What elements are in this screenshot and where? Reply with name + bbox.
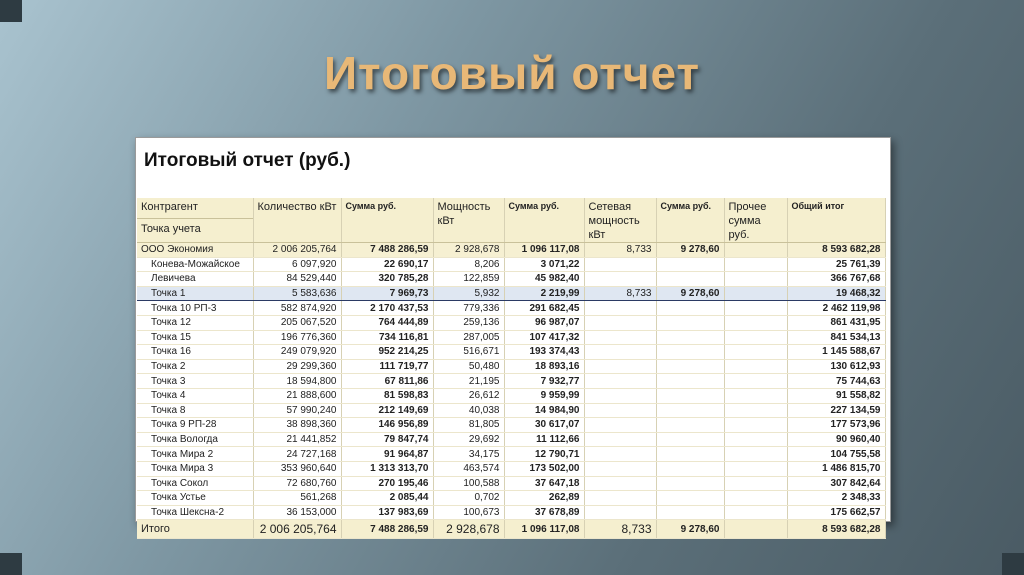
- cell-s3: [656, 359, 724, 374]
- cell-kol: 582 874,920: [253, 301, 341, 316]
- cell-set: [584, 461, 656, 476]
- cell-mosh: 81,805: [433, 418, 504, 433]
- cell-pr: [724, 330, 787, 345]
- cell-name: Точка 3: [137, 374, 253, 389]
- cell-itog: 307 842,64: [787, 476, 885, 491]
- cell-set: [584, 315, 656, 330]
- cell-pr: [724, 432, 787, 447]
- cell-itog: 861 431,95: [787, 315, 885, 330]
- cell-s1: 764 444,89: [341, 315, 433, 330]
- cell-set: [584, 345, 656, 360]
- cell-name: Левичева: [137, 272, 253, 287]
- table-row[interactable]: [137, 461, 885, 476]
- cell-s3: [656, 505, 724, 520]
- cell-s3: [656, 272, 724, 287]
- cell-itog: 175 662,57: [787, 505, 885, 520]
- cell-kol: 6 097,920: [253, 257, 341, 272]
- header-summa-1[interactable]: Сумма руб.: [341, 198, 433, 243]
- cell-s3: [656, 315, 724, 330]
- cell-pr: [724, 272, 787, 287]
- cell-set: [584, 447, 656, 462]
- cell-s1: 1 313 313,70: [341, 461, 433, 476]
- table-row[interactable]: [137, 447, 885, 462]
- cell-s1: 22 690,17: [341, 257, 433, 272]
- table-row[interactable]: [137, 359, 885, 374]
- table-row[interactable]: [137, 272, 885, 287]
- total-s2: 1 096 117,08: [504, 520, 584, 539]
- cell-pr: [724, 315, 787, 330]
- cell-set: [584, 272, 656, 287]
- cell-name: Точка Мира 3: [137, 461, 253, 476]
- total-itog: 8 593 682,28: [787, 520, 885, 539]
- cell-s3: [656, 403, 724, 418]
- report-body: [137, 243, 885, 520]
- cell-kol: 24 727,168: [253, 447, 341, 462]
- cell-name: Точка Сокол: [137, 476, 253, 491]
- cell-itog: 1 486 815,70: [787, 461, 885, 476]
- table-row[interactable]: [137, 374, 885, 389]
- cell-set: [584, 330, 656, 345]
- cell-mosh: 8,206: [433, 257, 504, 272]
- header-setevaya[interactable]: Сетевая мощность кВт: [584, 198, 656, 243]
- cell-pr: [724, 418, 787, 433]
- cell-itog: 2 462 119,98: [787, 301, 885, 316]
- cell-s1: 67 811,86: [341, 374, 433, 389]
- cell-set: [584, 257, 656, 272]
- cell-s3: [656, 301, 724, 316]
- cell-set: [584, 476, 656, 491]
- cell-set: [584, 301, 656, 316]
- corner-decoration: [0, 553, 22, 575]
- cell-itog: 75 744,63: [787, 374, 885, 389]
- cell-s2: 45 982,40: [504, 272, 584, 287]
- cell-mosh: 50,480: [433, 359, 504, 374]
- cell-s1: 137 983,69: [341, 505, 433, 520]
- table-row[interactable]: [137, 476, 885, 491]
- cell-s2: 37 647,18: [504, 476, 584, 491]
- cell-name: Точка 10 РП-3: [137, 301, 253, 316]
- cell-s1: 111 719,77: [341, 359, 433, 374]
- cell-kol: 18 594,800: [253, 374, 341, 389]
- cell-set: 8,733: [584, 243, 656, 258]
- cell-set: [584, 374, 656, 389]
- cell-mosh: 21,195: [433, 374, 504, 389]
- cell-itog: 90 960,40: [787, 432, 885, 447]
- table-row[interactable]: [137, 491, 885, 506]
- total-row[interactable]: [137, 520, 885, 539]
- table-row[interactable]: [137, 315, 885, 330]
- cell-pr: [724, 345, 787, 360]
- cell-name: Точка Шексна-2: [137, 505, 253, 520]
- cell-name: Точка 15: [137, 330, 253, 345]
- cell-s1: 952 214,25: [341, 345, 433, 360]
- cell-s1: 734 116,81: [341, 330, 433, 345]
- cell-s2: 37 678,89: [504, 505, 584, 520]
- cell-pr: [724, 374, 787, 389]
- cell-mosh: 516,671: [433, 345, 504, 360]
- cell-s3: [656, 374, 724, 389]
- cell-mosh: 100,673: [433, 505, 504, 520]
- header-kolichestvo[interactable]: Количество кВт: [253, 198, 341, 243]
- header-tochka-label: Точка учета: [137, 218, 253, 236]
- cell-mosh: 34,175: [433, 447, 504, 462]
- cell-set: [584, 432, 656, 447]
- cell-s2: 18 893,16: [504, 359, 584, 374]
- report-table-wrapper: [137, 198, 885, 539]
- cell-s2: 96 987,07: [504, 315, 584, 330]
- table-row[interactable]: [137, 330, 885, 345]
- cell-s3: [656, 461, 724, 476]
- cell-s2: 193 374,43: [504, 345, 584, 360]
- cell-s3: 9 278,60: [656, 286, 724, 301]
- total-mosh: 2 928,678: [433, 520, 504, 539]
- header-row: [137, 198, 885, 243]
- report-sheet: [135, 137, 891, 536]
- cell-pr: [724, 447, 787, 462]
- cell-s2: 12 790,71: [504, 447, 584, 462]
- cell-name: Конева-Можайское: [137, 257, 253, 272]
- cell-kol: 196 776,360: [253, 330, 341, 345]
- slide-title: Итоговый отчет: [323, 47, 701, 99]
- cell-s3: [656, 476, 724, 491]
- cell-s3: [656, 447, 724, 462]
- cell-s2: 291 682,45: [504, 301, 584, 316]
- table-row[interactable]: [137, 403, 885, 418]
- cell-itog: 841 534,13: [787, 330, 885, 345]
- cell-mosh: 259,136: [433, 315, 504, 330]
- table-row[interactable]: [137, 301, 885, 316]
- table-row[interactable]: [137, 388, 885, 403]
- cell-s2: 14 984,90: [504, 403, 584, 418]
- cell-s2: 3 071,22: [504, 257, 584, 272]
- cell-set: [584, 505, 656, 520]
- cell-mosh: 5,932: [433, 286, 504, 301]
- header-prochee[interactable]: Прочее сумма руб.: [724, 198, 787, 243]
- cell-itog: 2 348,33: [787, 491, 885, 506]
- cell-mosh: 779,336: [433, 301, 504, 316]
- cell-s1: 7 969,73: [341, 286, 433, 301]
- cell-itog: 8 593 682,28: [787, 243, 885, 258]
- table-row[interactable]: [137, 257, 885, 272]
- total-s1: 7 488 286,59: [341, 520, 433, 539]
- header-obshchiy-itog[interactable]: Общий итог: [787, 198, 885, 243]
- header-summa-2[interactable]: Сумма руб.: [504, 198, 584, 243]
- cell-mosh: 40,038: [433, 403, 504, 418]
- corner-decoration: [0, 0, 22, 22]
- cell-itog: 366 767,68: [787, 272, 885, 287]
- table-row[interactable]: [137, 418, 885, 433]
- cell-s2: 262,89: [504, 491, 584, 506]
- cell-s2: 11 112,66: [504, 432, 584, 447]
- cell-mosh: 29,692: [433, 432, 504, 447]
- cell-s3: [656, 330, 724, 345]
- header-moshchnost[interactable]: Мощность кВт: [433, 198, 504, 243]
- cell-mosh: 26,612: [433, 388, 504, 403]
- cell-name: Точка 4: [137, 388, 253, 403]
- cell-name: Точка 12: [137, 315, 253, 330]
- cell-name: Точка Мира 2: [137, 447, 253, 462]
- cell-mosh: 463,574: [433, 461, 504, 476]
- cell-pr: [724, 286, 787, 301]
- cell-kol: 561,268: [253, 491, 341, 506]
- cell-pr: [724, 491, 787, 506]
- cell-s2: 2 219,99: [504, 286, 584, 301]
- cell-mosh: 0,702: [433, 491, 504, 506]
- cell-kol: 353 960,640: [253, 461, 341, 476]
- cell-kol: 5 583,636: [253, 286, 341, 301]
- cell-kol: 57 990,240: [253, 403, 341, 418]
- cell-kol: 36 153,000: [253, 505, 341, 520]
- cell-s1: 212 149,69: [341, 403, 433, 418]
- cell-itog: 130 612,93: [787, 359, 885, 374]
- cell-kol: 2 006 205,764: [253, 243, 341, 258]
- cell-pr: [724, 461, 787, 476]
- cell-itog: 177 573,96: [787, 418, 885, 433]
- cell-set: [584, 491, 656, 506]
- cell-name: Точка Устье: [137, 491, 253, 506]
- cell-itog: 1 145 588,67: [787, 345, 885, 360]
- cell-s3: 9 278,60: [656, 243, 724, 258]
- cell-kol: 72 680,760: [253, 476, 341, 491]
- cell-kol: 205 067,520: [253, 315, 341, 330]
- cell-name: Точка 16: [137, 345, 253, 360]
- cell-pr: [724, 359, 787, 374]
- total-pr: [724, 520, 787, 539]
- cell-itog: 227 134,59: [787, 403, 885, 418]
- corner-decoration: [1002, 553, 1024, 575]
- cell-name: Точка 1: [137, 286, 253, 301]
- header-summa-3[interactable]: Сумма руб.: [656, 198, 724, 243]
- cell-s2: 173 502,00: [504, 461, 584, 476]
- cell-pr: [724, 301, 787, 316]
- cell-pr: [724, 403, 787, 418]
- cell-name: ООО Экономия: [137, 243, 253, 258]
- cell-mosh: 287,005: [433, 330, 504, 345]
- cell-s2: 7 932,77: [504, 374, 584, 389]
- cell-set: [584, 403, 656, 418]
- cell-pr: [724, 505, 787, 520]
- cell-mosh: 122,859: [433, 272, 504, 287]
- report-title: Итоговый отчет (руб.): [144, 150, 351, 171]
- report-table: [137, 198, 886, 539]
- cell-itog: 104 755,58: [787, 447, 885, 462]
- cell-kol: 249 079,920: [253, 345, 341, 360]
- cell-kol: 21 441,852: [253, 432, 341, 447]
- cell-set: [584, 359, 656, 374]
- total-kol: 2 006 205,764: [253, 520, 341, 539]
- cell-s1: 270 195,46: [341, 476, 433, 491]
- cell-s2: 107 417,32: [504, 330, 584, 345]
- cell-s3: [656, 345, 724, 360]
- cell-name: Точка Вологда: [137, 432, 253, 447]
- cell-kol: 21 888,600: [253, 388, 341, 403]
- cell-s3: [656, 418, 724, 433]
- cell-s3: [656, 491, 724, 506]
- cell-s3: [656, 257, 724, 272]
- cell-itog: 25 761,39: [787, 257, 885, 272]
- table-row[interactable]: [137, 286, 885, 301]
- cell-kol: 38 898,360: [253, 418, 341, 433]
- cell-s1: 2 085,44: [341, 491, 433, 506]
- total-label: Итого: [137, 520, 253, 539]
- total-set: 8,733: [584, 520, 656, 539]
- cell-s1: 79 847,74: [341, 432, 433, 447]
- cell-name: Точка 9 РП-28: [137, 418, 253, 433]
- header-kontragent-label: Контрагент: [141, 201, 198, 213]
- cell-name: Точка 2: [137, 359, 253, 374]
- cell-s1: 320 785,28: [341, 272, 433, 287]
- cell-kol: 84 529,440: [253, 272, 341, 287]
- cell-s1: 7 488 286,59: [341, 243, 433, 258]
- group-row[interactable]: [137, 243, 885, 258]
- cell-set: [584, 388, 656, 403]
- cell-itog: 19 468,32: [787, 286, 885, 301]
- table-row[interactable]: [137, 345, 885, 360]
- header-kontragent[interactable]: [137, 198, 253, 243]
- cell-itog: 91 558,82: [787, 388, 885, 403]
- cell-pr: [724, 257, 787, 272]
- table-row[interactable]: [137, 505, 885, 520]
- cell-s2: 1 096 117,08: [504, 243, 584, 258]
- cell-name: Точка 8: [137, 403, 253, 418]
- cell-mosh: 100,588: [433, 476, 504, 491]
- cell-s2: 30 617,07: [504, 418, 584, 433]
- cell-mosh: 2 928,678: [433, 243, 504, 258]
- cell-set: 8,733: [584, 286, 656, 301]
- cell-s1: 91 964,87: [341, 447, 433, 462]
- cell-pr: [724, 476, 787, 491]
- cell-s1: 146 956,89: [341, 418, 433, 433]
- cell-pr: [724, 243, 787, 258]
- cell-s3: [656, 432, 724, 447]
- cell-s1: 81 598,83: [341, 388, 433, 403]
- total-s3: 9 278,60: [656, 520, 724, 539]
- cell-kol: 29 299,360: [253, 359, 341, 374]
- cell-s1: 2 170 437,53: [341, 301, 433, 316]
- cell-pr: [724, 388, 787, 403]
- cell-set: [584, 418, 656, 433]
- cell-s3: [656, 388, 724, 403]
- table-row[interactable]: [137, 432, 885, 447]
- cell-s2: 9 959,99: [504, 388, 584, 403]
